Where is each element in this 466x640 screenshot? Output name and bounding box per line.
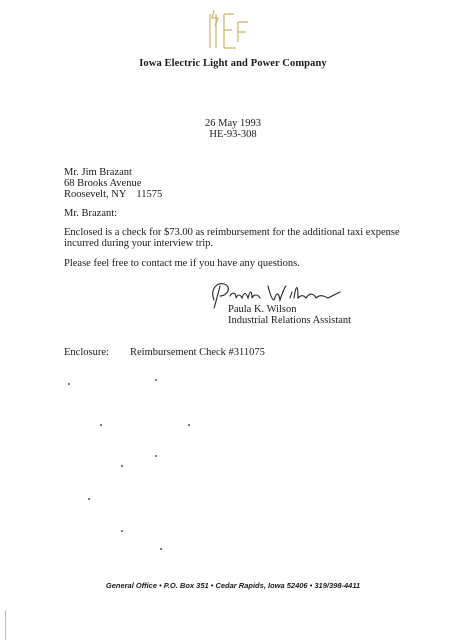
scan-speck — [188, 424, 190, 426]
signer-title: Industrial Relations Assistant — [228, 315, 352, 326]
body-paragraph-2: Please feel free to contact me if you have any questions. — [64, 258, 300, 269]
recipient-name: Mr. Jim Brazant — [64, 167, 132, 178]
recipient-city-line — [64, 189, 162, 200]
enclosure-text: Reimbursement Check #311075 — [130, 347, 265, 358]
scan-speck — [100, 424, 102, 426]
salutation: Mr. Brazant: — [64, 208, 118, 219]
scan-speck — [160, 548, 162, 550]
scan-speck — [155, 455, 157, 457]
signer-name: Paula K. Wilson — [228, 304, 297, 315]
letter-date: 26 May 1993 — [205, 118, 261, 129]
scan-speck — [88, 498, 90, 500]
enclosure-label: Enclosure: — [64, 347, 109, 358]
scan-speck — [68, 383, 70, 385]
company-logo — [200, 8, 260, 54]
recipient-city-state: Roosevelt, NY — [64, 189, 127, 200]
body-paragraph-1: Enclosed is a check for $73.00 as reimbursement for the additional taxi expense incurred during your interview trip. — [64, 227, 400, 249]
company-name: Iowa Electric Light and Power Company — [139, 58, 327, 69]
footer-address: General Office • P.O. Box 351 • Cedar Rapids, Iowa 52406 • 319/398-4411 — [105, 581, 361, 590]
scan-speck — [155, 379, 157, 381]
reference-number: HE-93-308 — [209, 129, 257, 140]
recipient-zip: 11575 — [136, 189, 163, 200]
scan-speck — [121, 530, 123, 532]
recipient-street: 68 Brooks Avenue — [64, 178, 142, 189]
scan-edge-mark — [5, 610, 6, 640]
scan-speck — [121, 465, 123, 467]
